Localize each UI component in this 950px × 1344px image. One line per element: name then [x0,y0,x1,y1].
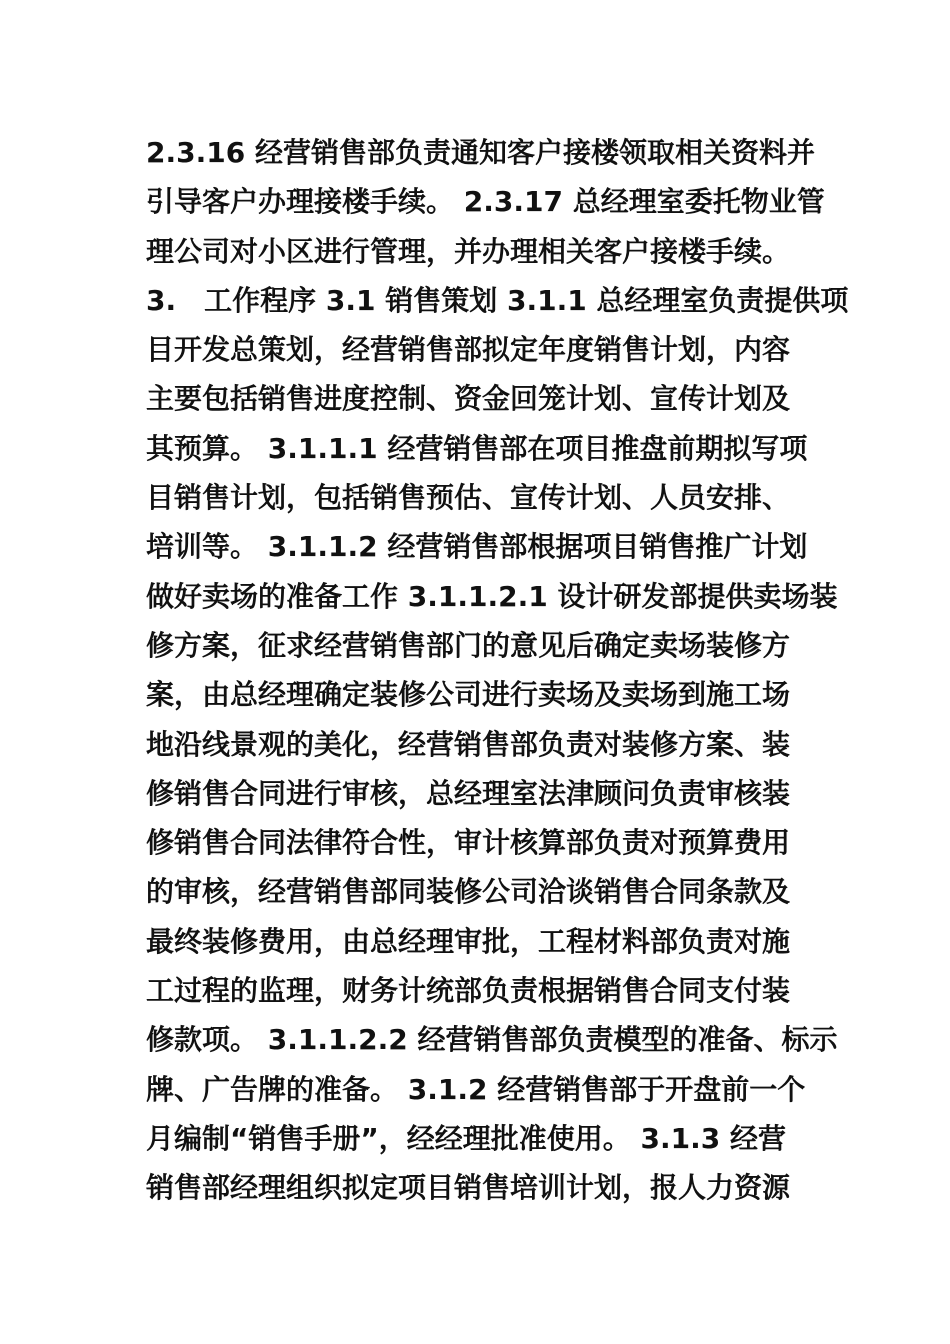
text-line: 案，由总经理确定装修公司进行卖场及卖场到施工场 [146,678,791,712]
text-line: 理公司对小区进行管理，并办理相关客户接楼手续。 [146,234,791,268]
text-line: 其预算。 3.1.1.1 经营销售部在项目推盘前期拟写项 [146,431,808,465]
text-line: 3. 工作程序 3.1 销售策划 3.1.1 总经理室负责提供项 [146,283,849,317]
text-line: 培训等。 3.1.1.2 经营销售部根据项目销售推广计划 [146,530,808,564]
text-line: 做好卖场的准备工作 3.1.1.2.1 设计研发部提供卖场装 [146,579,838,613]
text-line: 最终装修费用，由总经理审批，工程材料部负责对施 [146,924,791,958]
text-line: 月编制“销售手册”，经经理批准使用。 3.1.3 经营 [146,1121,787,1155]
text-line: 修销售合同法律符合性，审计核算部负责对预算费用 [146,826,791,860]
text-line: 牌、广告牌的准备。 3.1.2 经营销售部于开盘前一个 [146,1072,806,1106]
text-line: 销售部经理组织拟定项目销售培训计划，报人力资源 [146,1171,791,1205]
text-line: 目开发总策划，经营销售部拟定年度销售计划，内容 [146,333,791,367]
text-line: 修方案，征求经营销售部门的意见后确定卖场装修方 [146,628,791,662]
text-line: 的审核，经营销售部同装修公司洽谈销售合同条款及 [146,875,791,909]
text-line: 修款项。 3.1.1.2.2 经营销售部负责模型的准备、标示 [146,1023,838,1057]
text-line: 目销售计划，包括销售预估、宣传计划、人员安排、 [146,481,791,515]
body-text [146,128,849,1213]
text-line: 地沿线景观的美化，经营销售部负责对装修方案、装 [146,727,791,761]
text-line: 工过程的监理，财务计统部负责根据销售合同支付装 [146,974,791,1008]
text-line: 引导客户办理接楼手续。 2.3.17 总经理室委托物业管 [146,185,825,219]
text-line: 修销售合同进行审核，总经理室法津顾问负责审核装 [146,776,791,810]
text-line: 主要包括销售进度控制、资金回笼计划、宣传计划及 [146,382,791,416]
text-line: 2.3.16 经营销售部负责通知客户接楼领取相关资料并 [146,136,815,169]
